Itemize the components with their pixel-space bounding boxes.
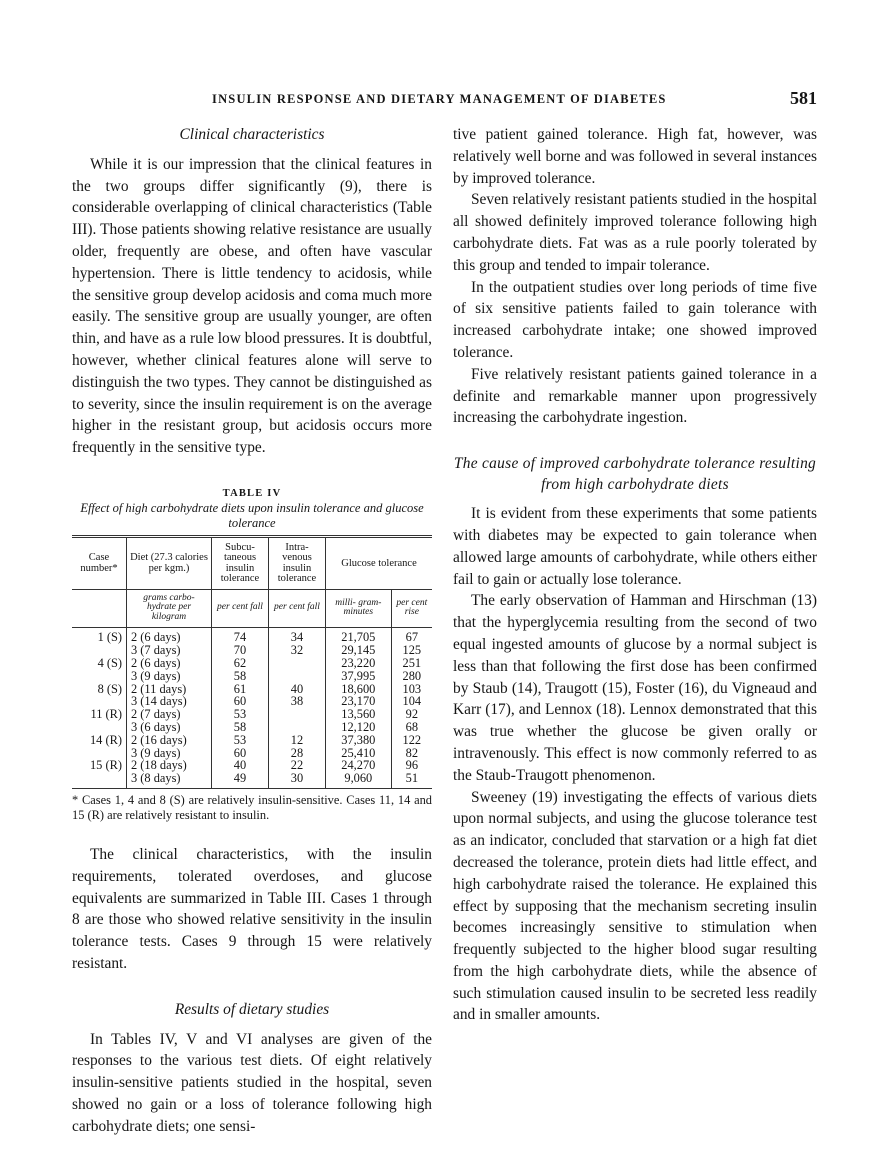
table-row	[72, 657, 432, 670]
cell-diet: 3 (9 days)	[127, 747, 212, 760]
cell-milligram-minutes: 29,145	[326, 644, 392, 657]
cell-intravenous: 12	[269, 734, 326, 747]
cell-diet: 3 (8 days)	[127, 772, 212, 788]
col-header-diet: Diet (27.3 calories per kgm.)	[127, 536, 212, 589]
cell-case	[72, 670, 127, 683]
cell-per-cent-rise: 280	[391, 670, 432, 683]
cell-per-cent-rise: 251	[391, 657, 432, 670]
cell-case: 4 (S)	[97, 656, 122, 671]
unit-diet: grams carbo- hydrate per kilogram	[127, 589, 212, 628]
paragraph-summary: The clinical characteristics, with the insulin requirements, tolerated overdoses, and glucose equivalents are summarized in Table III. Cases 1 through 8 are those who showed relative sensitivity in the insulin tolerance tests. Cases 9 through 15 were relatively resistant.	[72, 846, 432, 972]
cell-intravenous	[269, 708, 326, 721]
cell-intravenous	[269, 670, 326, 683]
cell-diet: 2 (6 days)	[127, 628, 212, 644]
cell-per-cent-rise: 51	[391, 772, 432, 788]
heading-clinical-characteristics: Clinical characteristics	[179, 126, 325, 143]
cell-diet: 3 (7 days)	[127, 644, 212, 657]
cell-diet: 2 (16 days)	[127, 734, 212, 747]
cell-case: 15 (R)	[89, 758, 122, 773]
table-footnote: * Cases 1, 4 and 8 (S) are relatively insulin-sensitive. Cases 11, 14 and 15 (R) are relatively resistant to insulin.	[72, 793, 432, 823]
unit-milligram-minutes: milli- gram- minutes	[326, 589, 392, 628]
cell-diet: 3 (14 days)	[127, 695, 212, 708]
cell-subcutaneous: 49	[212, 772, 269, 788]
heading-results-dietary-studies: Results of dietary studies	[174, 1000, 330, 1018]
table-caption: Effect of high carbohydrate diets upon insulin tolerance and glucose tolerance	[80, 500, 424, 530]
table-row	[72, 708, 432, 721]
cell-milligram-minutes: 9,060	[326, 772, 392, 788]
cell-case: 1 (S)	[97, 630, 122, 645]
cell-intravenous	[269, 721, 326, 734]
cell-intravenous: 30	[269, 772, 326, 788]
table-row	[72, 772, 432, 788]
table-label: TABLE IV	[222, 487, 282, 499]
cell-subcutaneous: 60	[212, 695, 269, 708]
paragraph-results: In Tables IV, V and VI analyses are given of the responses to the various test diets. Of eight relatively insulin-sensitive patients studied in the hospital, seven showed no gain or a loss of tolerance following high carbohydrate diets; one sensi-	[72, 1030, 432, 1135]
table-body	[72, 628, 432, 789]
cell-intravenous: 32	[269, 644, 326, 657]
paragraph-resistant-gain: Five relatively resistant patients gained tolerance in a definite and remarkable manner upon progressively increasing the carbohydrate ingestion.	[453, 365, 817, 427]
cell-milligram-minutes: 37,995	[326, 670, 392, 683]
cell-per-cent-rise: 68	[391, 721, 432, 734]
paragraph-clinical: While it is our impression that the clinical features in the two groups differ significantly (9), there is considerable overlapping of clinical characteristics (Table III). Those patients showing relative resistance are usually older, frequently are obese, and often have vascular hypertension. There is little tendency to acidosis, while the sensitive group develop acidosis and coma much more easily. The sensitive group are usually younger, are often thin, and have as a rule low blood pressures. It is doubtful, however, whether clinical features alone will serve to distinguish the two types. They cannot be distinguished as to severity, since the insulin requirement is on the average higher in the resistant group, but acidosis occurs more frequently in the sensitive type.	[72, 155, 432, 457]
unit-per-cent-rise: per cent rise	[391, 589, 432, 628]
table-row	[72, 628, 432, 644]
cell-case: 8 (S)	[97, 681, 122, 696]
running-title: INSULIN RESPONSE AND DIETARY MANAGEMENT OF DIABETES	[212, 92, 667, 106]
table-row	[72, 734, 432, 747]
right-column	[453, 124, 817, 1026]
table-iv	[72, 487, 432, 823]
table-row	[72, 747, 432, 760]
table-row	[72, 670, 432, 683]
cell-subcutaneous: 53	[212, 734, 269, 747]
heading-cause-improved-tolerance: The cause of improved carbohydrate tolerance resulting from high carbohydrate diets	[453, 455, 817, 494]
table-row	[72, 683, 432, 696]
cell-subcutaneous: 40	[212, 759, 269, 772]
cell-subcutaneous: 58	[212, 721, 269, 734]
cell-milligram-minutes: 23,170	[326, 695, 392, 708]
cell-diet: 2 (6 days)	[127, 657, 212, 670]
cell-per-cent-rise: 103	[391, 683, 432, 696]
col-header-subcutaneous: Subcu- taneous insulin tolerance	[212, 536, 269, 589]
unit-case	[72, 589, 127, 628]
cell-subcutaneous: 58	[212, 670, 269, 683]
cell-per-cent-rise: 122	[391, 734, 432, 747]
table-row	[72, 721, 432, 734]
cell-per-cent-rise: 67	[391, 628, 432, 644]
cell-case: 14 (R)	[89, 732, 122, 747]
cell-intravenous: 40	[269, 683, 326, 696]
cell-milligram-minutes: 13,560	[326, 708, 392, 721]
paragraph-sweeney: Sweeney (19) investigating the effects of various diets upon normal subjects, and using the glucose tolerance test as an indicator, concluded that starvation or a high fat diet decreased the tolerance, protein diets had little effect, and high carbohydrate raised the tolerance. He explained this effect by supposing that the mechanism secreting insulin becomes increasingly sensitive to stimulation when frequently subjected to the higher blood sugar resulting from the high carbohydrate diets, while the absence of such stimulation caused insulin to be secreted less readily and in smaller amounts.	[453, 788, 817, 1024]
cell-diet: 2 (7 days)	[127, 708, 212, 721]
cell-per-cent-rise: 82	[391, 747, 432, 760]
page-header	[0, 88, 890, 112]
cell-intravenous: 28	[269, 747, 326, 760]
unit-subcutaneous: per cent fall	[212, 589, 269, 628]
table-row	[72, 695, 432, 708]
cell-subcutaneous: 74	[212, 628, 269, 644]
cell-per-cent-rise: 96	[391, 759, 432, 772]
cell-per-cent-rise: 104	[391, 695, 432, 708]
col-header-intravenous: Intra- venous insulin tolerance	[269, 536, 326, 589]
cell-milligram-minutes: 21,705	[326, 628, 392, 644]
cell-intravenous: 38	[269, 695, 326, 708]
cell-per-cent-rise: 125	[391, 644, 432, 657]
col-header-glucose: Glucose tolerance	[326, 536, 433, 589]
cell-diet: 3 (9 days)	[127, 670, 212, 683]
cell-per-cent-rise: 92	[391, 708, 432, 721]
cell-diet: 3 (6 days)	[127, 721, 212, 734]
table-row	[72, 759, 432, 772]
cell-milligram-minutes: 18,600	[326, 683, 392, 696]
col-header-case: Case number*	[72, 536, 127, 589]
cell-subcutaneous: 62	[212, 657, 269, 670]
unit-intravenous: per cent fall	[269, 589, 326, 628]
cell-milligram-minutes: 24,270	[326, 759, 392, 772]
cell-diet: 2 (11 days)	[127, 683, 212, 696]
cell-subcutaneous: 53	[212, 708, 269, 721]
paragraph-evident: It is evident from these experiments that some patients with diabetes may be expected to gain tolerance when allowed large amounts of carbohydrate, while others either fail to gain or actually lose tolerance.	[453, 505, 817, 588]
cell-diet: 2 (18 days)	[127, 759, 212, 772]
paragraph-outpatient: In the outpatient studies over long periods of time five of six sensitive patients failed to gain tolerance with increased carbohydrate intake; one showed improved tolerance.	[453, 278, 817, 361]
paragraph-continued: tive patient gained tolerance. High fat, however, was relatively well borne and was followed in several instances by improved tolerance.	[453, 126, 817, 187]
cell-case	[72, 772, 127, 788]
data-table	[72, 535, 432, 789]
cell-milligram-minutes: 25,410	[326, 747, 392, 760]
cell-intravenous: 22	[269, 759, 326, 772]
cell-milligram-minutes: 23,220	[326, 657, 392, 670]
paragraph-hamman-hirschman: The early observation of Hamman and Hirschman (13) that the hyperglycemia resulting from the second of two equal ingested amounts of glucose by a normal subject is less than that following the first dose has been confirmed by Staub (14), Traugott (15), Foster (16), du Vigneaud and Karr (17), and Lennox (18). Lennox demonstrated that this was true whether the glucose be given orally or intravenously. This effect is now commonly referred to as the Staub-Traugott phenomenon.	[453, 592, 817, 784]
table-row	[72, 644, 432, 657]
cell-subcutaneous: 70	[212, 644, 269, 657]
cell-case: 11 (R)	[90, 707, 122, 722]
left-column	[72, 124, 432, 1138]
cell-subcutaneous: 61	[212, 683, 269, 696]
cell-intravenous	[269, 657, 326, 670]
cell-milligram-minutes: 12,120	[326, 721, 392, 734]
cell-case	[72, 721, 127, 734]
cell-subcutaneous: 60	[212, 747, 269, 760]
cell-intravenous: 34	[269, 628, 326, 644]
page-number: 581	[790, 88, 817, 108]
paragraph-resistant-hospital: Seven relatively resistant patients studied in the hospital all showed definitely improved tolerance following high carbohydrate diets. Fat was as a rule poorly tolerated by this group and tended to impair tolerance.	[453, 191, 817, 274]
cell-milligram-minutes: 37,380	[326, 734, 392, 747]
